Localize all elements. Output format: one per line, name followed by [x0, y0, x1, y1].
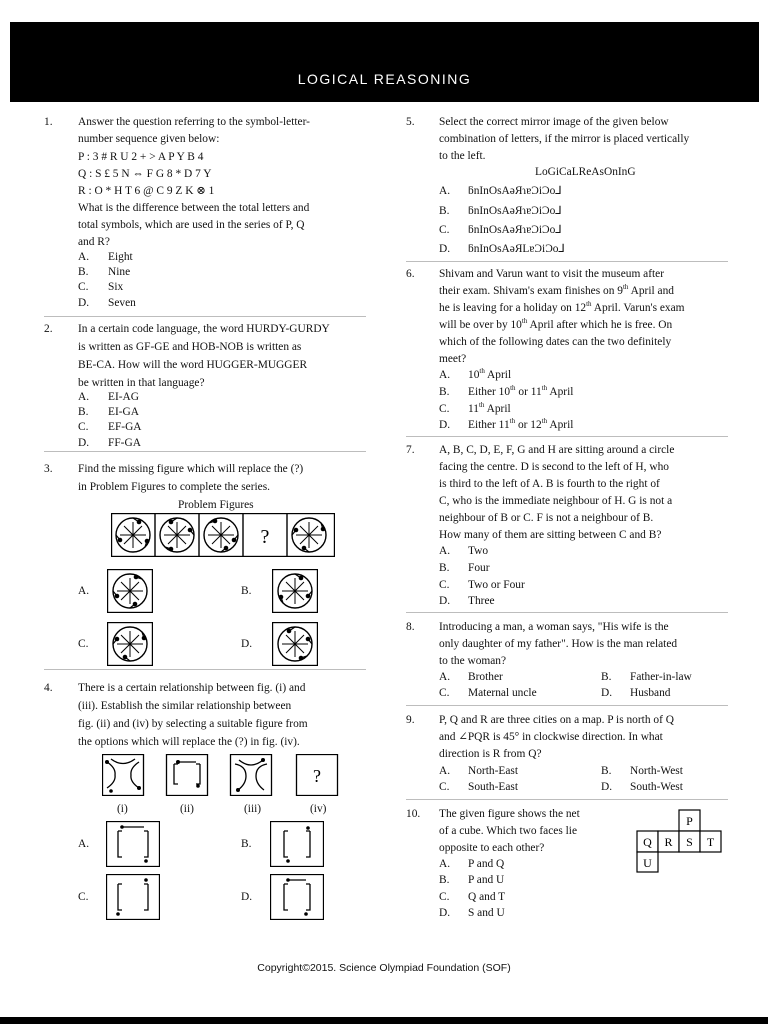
option-label: D. [241, 891, 253, 903]
option-label: A. [439, 185, 451, 197]
figure-iv [297, 755, 338, 796]
answer-figure-b [270, 821, 324, 867]
option-label: D. [78, 297, 90, 309]
option-label: A. [439, 545, 451, 557]
answer-figure-a [106, 821, 160, 867]
net-face: P [686, 814, 693, 828]
option-label: A. [78, 585, 90, 597]
question-number: 8. [406, 621, 415, 633]
question-4 [44, 680, 366, 750]
question-line: combination of letters, if the mirror is placed vertically [439, 133, 690, 145]
divider [406, 261, 728, 262]
question-line: There is a certain relationship between fig. (i) and [78, 682, 306, 694]
option-label: A. [439, 765, 451, 777]
question-line: the options which will replace the (?) in fig. (iv). [78, 736, 300, 748]
answer-figure-a [107, 569, 153, 613]
question-line: only daughter of my father". How is the man related [439, 638, 678, 650]
question-line: their exam. Shivam's exam finishes on 9th April and [439, 283, 674, 297]
option-text: Q and T [468, 891, 506, 903]
option-text: Two or Four [468, 579, 525, 591]
question-line: meet? [439, 353, 467, 365]
answer-figure-c [107, 622, 153, 666]
option-text: Maternal uncle [468, 687, 537, 699]
figure-label: (ii) [180, 803, 194, 815]
question-line: (iii). Establish the similar relationship between [78, 700, 292, 712]
cube-net [636, 809, 754, 873]
option-label: D. [78, 437, 90, 449]
figure-iii [231, 755, 272, 796]
wheel-figure [292, 518, 326, 552]
option-label: D. [601, 781, 613, 793]
option-label: C. [439, 687, 450, 699]
answer-figure-b [272, 569, 318, 613]
option-label: A. [78, 391, 90, 403]
problem-figures [111, 513, 335, 557]
option-text: 11th April [468, 401, 511, 415]
option-text: North-East [468, 765, 518, 777]
wheel-figure [204, 518, 238, 552]
wheel-figure [116, 518, 150, 552]
question-line: opposite to each other? [439, 842, 545, 854]
question-line: to the woman? [439, 655, 507, 667]
question-line: number sequence given below: [78, 133, 220, 145]
option-label: B. [78, 266, 89, 278]
option-text: South-East [468, 781, 518, 793]
option-label: D. [439, 907, 451, 919]
question-line: will be over by 10th April after which he is free. On [439, 317, 673, 331]
question-number: 4. [44, 682, 53, 694]
option-label: A. [439, 671, 451, 683]
option-text: North-West [630, 765, 683, 777]
question-line: is written as GF-GE and HOB-NOB is written as [78, 341, 302, 353]
answer-figure-d [270, 874, 324, 920]
question-number: 9. [406, 714, 415, 726]
question-number: 2. [44, 323, 53, 335]
option-text: P and Q [468, 858, 505, 870]
option-text: 10th April [468, 367, 512, 381]
option-label: B. [439, 562, 450, 574]
option-text: Either 11th or 12th April [468, 417, 574, 431]
missing-figure-mark: ? [313, 766, 321, 786]
option-label: C. [78, 281, 89, 293]
figure-label: (iii) [244, 803, 262, 815]
question-line: neighbour of B or C. F is not a neighbour of B. [439, 512, 654, 524]
question-line: direction is R from Q? [439, 748, 542, 760]
answer-figure-d [272, 622, 318, 666]
question-line: fig. (ii) and (iv) by selecting a suitable figure from [78, 718, 308, 730]
option-label: C. [439, 224, 450, 236]
option-label: D. [439, 243, 451, 255]
divider [406, 436, 728, 437]
option-text: Three [468, 595, 495, 607]
option-text: ƃnInOsAǝЯɿɐƆiƆo⅃ [468, 224, 562, 236]
question-number: 5. [406, 116, 415, 128]
option-label: B. [78, 406, 89, 418]
page-header [10, 22, 759, 102]
question-line: Select the correct mirror image of the given below [439, 116, 669, 128]
divider [44, 316, 366, 317]
option-label: A. [78, 251, 90, 263]
option-label: D. [439, 419, 451, 431]
option-text: Six [108, 281, 124, 293]
header-title: LOGICAL REASONING [297, 71, 472, 87]
question-line: which of the following dates can the two definitely [439, 336, 672, 348]
option-text: Eight [108, 251, 133, 263]
question-number: 7. [406, 444, 415, 456]
option-label: B. [439, 874, 450, 886]
relation-figures [102, 754, 352, 796]
question-line: he is leaving for a holiday on 12th April. Varun's exam [439, 300, 685, 314]
question-line: A, B, C, D, E, F, G and H are sitting around a circle [439, 444, 675, 456]
wheel-figure [160, 518, 194, 552]
option-text: Brother [468, 671, 503, 683]
question-number: 1. [44, 116, 53, 128]
question-line: Shivam and Varun want to visit the museum after [439, 268, 665, 280]
figure-label: (i) [117, 803, 128, 815]
option-text: Seven [108, 297, 136, 309]
question-line: BE-CA. How will the word HUGGER-MUGGER [78, 359, 308, 371]
option-text: ƃnInOsAǝЯɿɐƆiƆo⅃ [468, 185, 562, 197]
figure-caption: Problem Figures [178, 499, 254, 511]
option-label: B. [241, 838, 252, 850]
question-9 [406, 712, 728, 797]
option-label: D. [601, 687, 613, 699]
option-label: A. [439, 369, 451, 381]
question-line: of a cube. Which two faces lie [439, 825, 578, 837]
net-face: Q [643, 835, 652, 849]
question-line: total symbols, which are used in the series of P, Q [78, 219, 305, 231]
figure-i [103, 755, 144, 796]
copyright-footer: Copyright©2015. Science Olympiad Foundation (SOF) [257, 962, 511, 974]
question-number: 10. [406, 808, 421, 820]
option-label: B. [241, 585, 252, 597]
series-line: Q : S £ 5 N ⇔ F G 8 * D 7 Y [78, 168, 212, 180]
question-line: in Problem Figures to complete the series. [78, 481, 271, 493]
option-text: ƃnInOsAǝЯLɐƆiƆo⅃ [468, 243, 565, 255]
question-line: and R? [78, 236, 110, 248]
option-text: Nine [108, 266, 131, 278]
divider [44, 451, 366, 452]
option-text: Four [468, 562, 490, 574]
missing-figure-mark: ? [260, 526, 270, 548]
question-number: 3. [44, 463, 53, 475]
question-line: P, Q and R are three cities on a map. P is north of Q [439, 714, 674, 726]
question-line: Find the missing figure which will replace the (?) [78, 463, 304, 475]
divider [406, 612, 728, 613]
series-line: R : O * H T 6 @ C 9 Z K ⊗ 1 [78, 185, 215, 197]
option-text: EI-GA [108, 406, 139, 418]
option-text: Father-in-law [630, 671, 692, 683]
option-text: EF-GA [108, 421, 142, 433]
option-label: C. [439, 579, 450, 591]
option-label: B. [439, 386, 450, 398]
bottom-bar [0, 1017, 768, 1024]
option-label: C. [439, 891, 450, 903]
option-label: B. [601, 671, 612, 683]
option-label: A. [439, 858, 451, 870]
divider [44, 669, 366, 670]
question-line: and ∠PQR is 45° in clockwise direction. In what [439, 731, 663, 743]
option-text: Either 10th or 11th April [468, 384, 574, 398]
option-label: A. [78, 838, 90, 850]
option-text: EI-AG [108, 391, 139, 403]
question-line: How many of them are sitting between C and B? [439, 529, 662, 541]
net-face: T [706, 835, 715, 849]
series-line: P : 3 # R U 2 + > A P Y B 4 [78, 151, 204, 163]
question-5 [406, 114, 728, 259]
question-1 [44, 114, 366, 314]
answer-figure-c [106, 874, 160, 920]
question-line: C, who is the immediate neighbour of H. G is not a [439, 495, 673, 507]
option-label: D. [241, 638, 253, 650]
question-line: is third to the left of A. B is fourth to the right of [439, 478, 660, 490]
option-label: B. [439, 205, 450, 217]
option-label: C. [78, 421, 89, 433]
divider [406, 799, 728, 800]
option-label: D. [439, 595, 451, 607]
mirror-word: LoGiCaLReAsOnInG [535, 166, 636, 178]
question-line: Introducing a man, a woman says, "His wife is the [439, 621, 669, 633]
question-8 [406, 619, 728, 704]
question-7 [406, 442, 728, 612]
question-line: Answer the question referring to the symbol-letter- [78, 116, 310, 128]
option-text: P and U [468, 874, 505, 886]
figure-label: (iv) [310, 803, 327, 815]
net-face: U [643, 856, 652, 870]
option-text: FF-GA [108, 437, 141, 449]
figure-ii [167, 755, 208, 796]
option-text: ƃnInOsAǝЯɿɐƆiƆo⅃ [468, 205, 562, 217]
question-line: The given figure shows the net [439, 808, 580, 820]
net-face: S [686, 835, 693, 849]
option-text: South-West [630, 781, 683, 793]
option-label: C. [78, 891, 89, 903]
option-text: Two [468, 545, 489, 557]
option-label: C. [439, 403, 450, 415]
question-2 [44, 321, 366, 451]
question-number: 6. [406, 268, 415, 280]
option-text: Husband [630, 687, 671, 699]
question-line: What is the difference between the total letters and [78, 202, 310, 214]
question-line: be written in that language? [78, 377, 205, 389]
question-line: In a certain code language, the word HURDY-GURDY [78, 323, 330, 335]
question-line: facing the centre. D is second to the left of H, who [439, 461, 669, 473]
question-6 [406, 266, 728, 436]
option-text: S and U [468, 907, 505, 919]
divider [406, 705, 728, 706]
option-label: B. [601, 765, 612, 777]
net-face: R [664, 835, 673, 849]
option-label: C. [439, 781, 450, 793]
question-line: to the left. [439, 150, 486, 162]
option-label: C. [78, 638, 89, 650]
